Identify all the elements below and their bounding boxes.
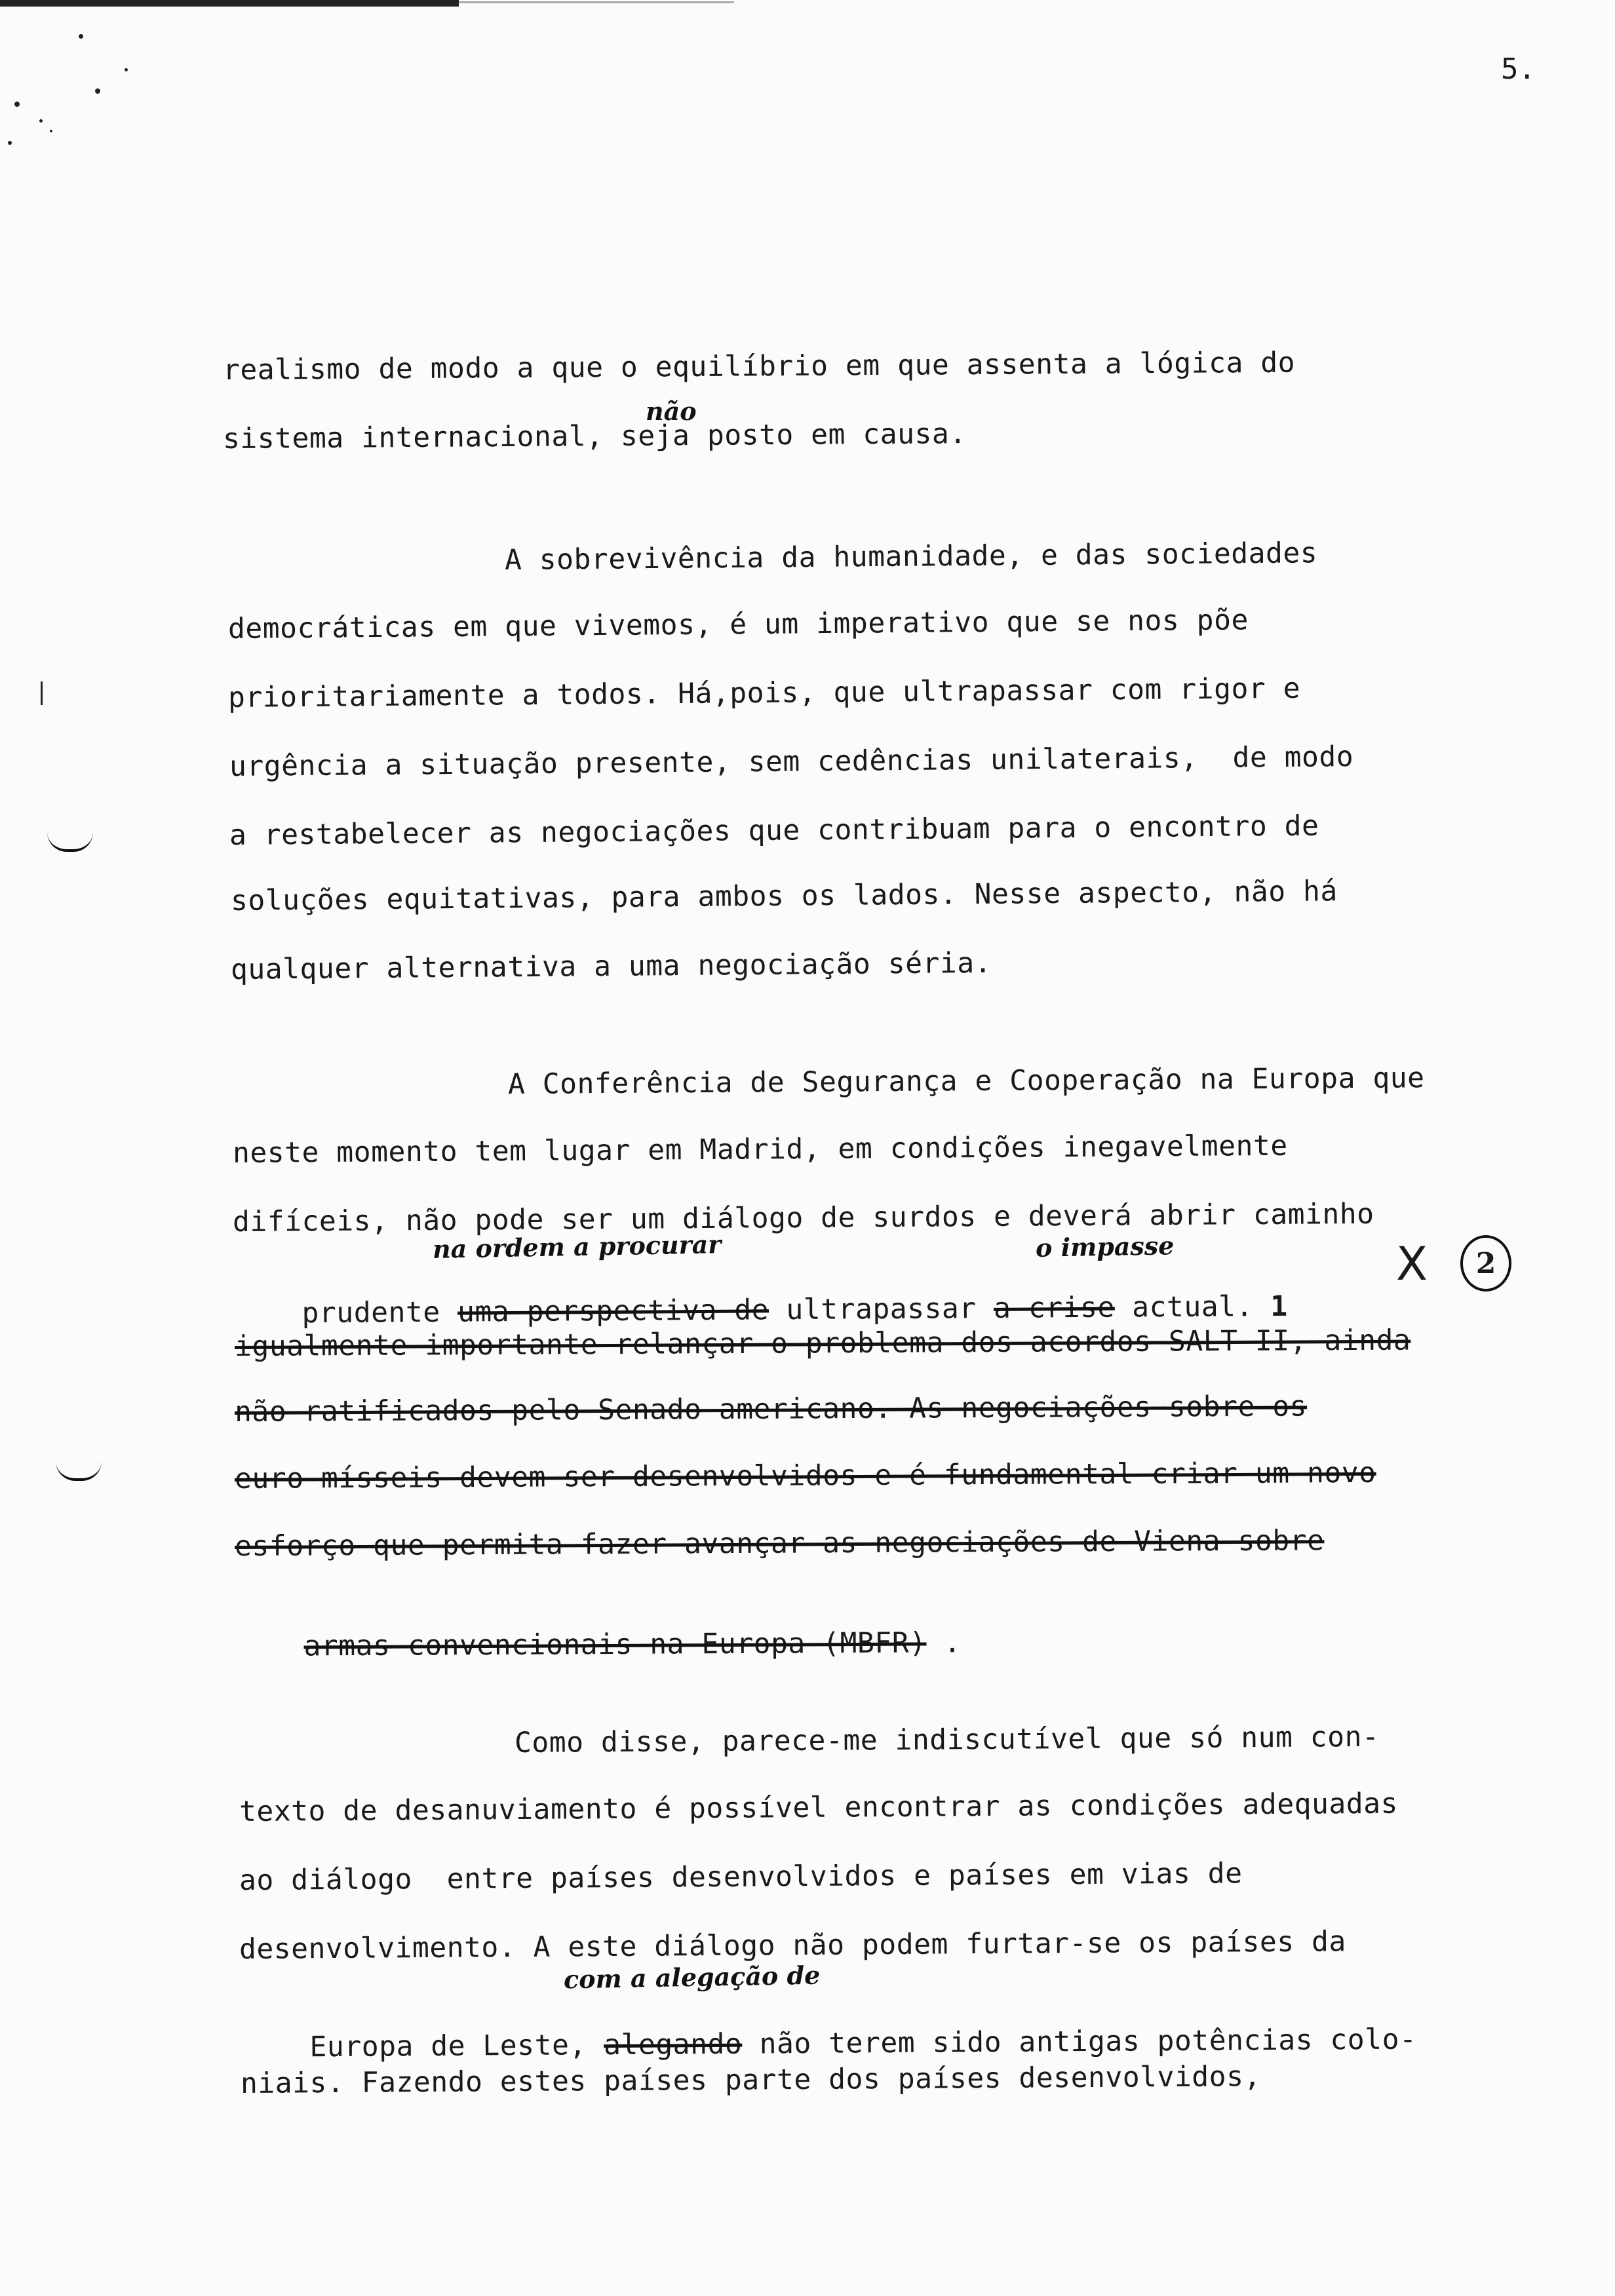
struck-text-line: euro-mísseis devem ser desenvolvidos e é fundamental criar um novo	[234, 1456, 1376, 1495]
text-line: urgência a situação presente, sem cedências unilaterais, de modo	[229, 740, 1354, 783]
text-line: soluções equitativas, para ambos os lados. Nesse aspecto, não há	[230, 875, 1338, 917]
struck-text-line: esforço que permita fazer avançar as negociações de Viena sobre	[234, 1524, 1325, 1563]
page-number: 5.	[1501, 52, 1536, 86]
text-line: niais. Fazendo estes países parte dos países desenvolvidos,	[240, 2060, 1262, 2100]
text-line: A Conferência de Segurança e Cooperação na Europa que	[507, 1062, 1425, 1101]
text-line: desenvolvimento. A este diálogo não podem furtar-se os países da	[239, 1925, 1346, 1966]
text-line-prudente: prudente uma perspectiva de ultrapassar a crise actual. 1	[302, 1290, 1288, 1330]
text-line: texto de desanuviamento é possível encontrar as condições adequadas	[239, 1787, 1399, 1828]
text-line: neste momento tem lugar em Madrid, em condições inegavelmente	[232, 1129, 1288, 1170]
text-line: realismo de modo a que o equilíbrio em que assenta a lógica do	[222, 346, 1296, 387]
struck-text-line: não ratificados pelo Senado americano. As negociações sobre os	[234, 1390, 1308, 1428]
handwritten-insertion-nao: não	[646, 396, 697, 426]
handwritten-insertion-alegacao: com a alegação de	[563, 1960, 821, 1995]
text-line: difíceis, não pode ser um diálogo de surdos e deverá abrir caminho	[232, 1197, 1374, 1238]
scan-edge-bar-faint	[459, 1, 734, 3]
text-line: Como disse, parece-me indiscutível que só num con-	[514, 1720, 1380, 1759]
handwritten-x-mark: X	[1396, 1237, 1428, 1291]
text-line: qualquer alternativa a uma negociação séria.	[230, 946, 992, 986]
text-line: democráticas em que vivemos, é um imperativo que se nos põe	[227, 603, 1249, 645]
text-line: a restabelecer as negociações que contribuam para o encontro de	[229, 809, 1319, 852]
handwritten-circled-2: 2	[1460, 1235, 1511, 1292]
scan-edge-bar	[0, 0, 459, 7]
text-line: prioritariamente a todos. Há,pois, que ultrapassar com rigor e	[227, 672, 1301, 714]
handwritten-insertion-impasse: o impasse	[1035, 1231, 1175, 1263]
margin-curve-mark	[56, 1461, 102, 1481]
text-line: sistema internacional, seja posto em causa.	[222, 417, 967, 455]
struck-text-line-last: armas convencionais na Europa (MBFR) .	[303, 1626, 962, 1663]
text-line: ao diálogo entre países desenvolvidos e países em vias de	[239, 1857, 1243, 1897]
text-line: A sobrevivência da humanidade, e das sociedades	[504, 537, 1318, 577]
margin-curve-mark	[47, 832, 93, 852]
text-line-europa: Europa de Leste, alegando não terem sido antigas potências colo-	[309, 2023, 1417, 2064]
handwritten-insertion-ordem: na ordem a procurar	[432, 1229, 722, 1264]
margin-vertical-mark	[41, 681, 43, 705]
struck-text-line: igualmente importante relançar o problema dos acordos SALT II, ainda	[234, 1324, 1411, 1363]
